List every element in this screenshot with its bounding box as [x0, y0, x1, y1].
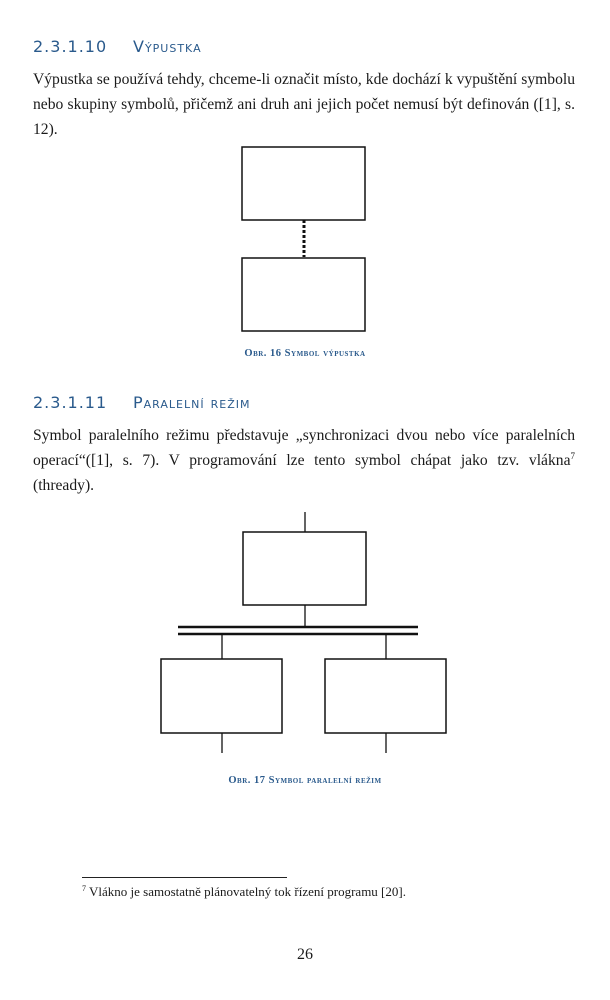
upper-box	[242, 147, 365, 220]
section-heading-vypustka	[33, 37, 202, 56]
paragraph-text-before: Symbol paralelního režimu představuje „synchronizaci dvou nebo více paralelních operací“([1], s. 7). V programování lze tento symbol chápat jako tzv. vlákna	[33, 427, 575, 469]
paragraph-text	[33, 423, 575, 498]
paragraph-text: Výpustka se používá tehdy, chceme-li označit místo, kde dochází k vypuštění symbolu nebo skupiny symbolů, přičemž ani druh ani jejich počet nemusí být definován ([1], s. 12).	[33, 71, 575, 138]
page-number: 26	[297, 946, 313, 963]
footnote	[82, 884, 406, 900]
paragraph-text-after: (thready).	[33, 477, 95, 494]
section-heading-paralelni-rezim	[33, 393, 251, 412]
paragraph-vypustka	[33, 67, 575, 142]
lower-box	[242, 258, 365, 331]
section-title: Paralelní režim	[133, 393, 251, 412]
section-number: 2.3.1.10	[33, 37, 108, 56]
left-box	[161, 659, 282, 733]
footnote-text: Vlákno je samostatně plánovatelný tok řízení programu [20].	[89, 884, 406, 899]
section-title: Výpustka	[133, 37, 202, 56]
figure-parallel-mode-diagram	[0, 510, 610, 760]
footnote-mark: 7	[82, 884, 86, 893]
footnote-separator	[82, 877, 287, 878]
figure-caption-17: Obr. 17 Symbol paralelní režim	[228, 775, 382, 786]
figure-vypustka-diagram	[0, 140, 610, 340]
footnote-reference: 7	[570, 451, 575, 461]
figure-caption-16: Obr. 16 Symbol výpustka	[244, 348, 366, 359]
paragraph-paralelni-rezim	[33, 423, 575, 498]
right-box	[325, 659, 446, 733]
top-box	[243, 532, 366, 605]
section-number: 2.3.1.11	[33, 393, 108, 412]
